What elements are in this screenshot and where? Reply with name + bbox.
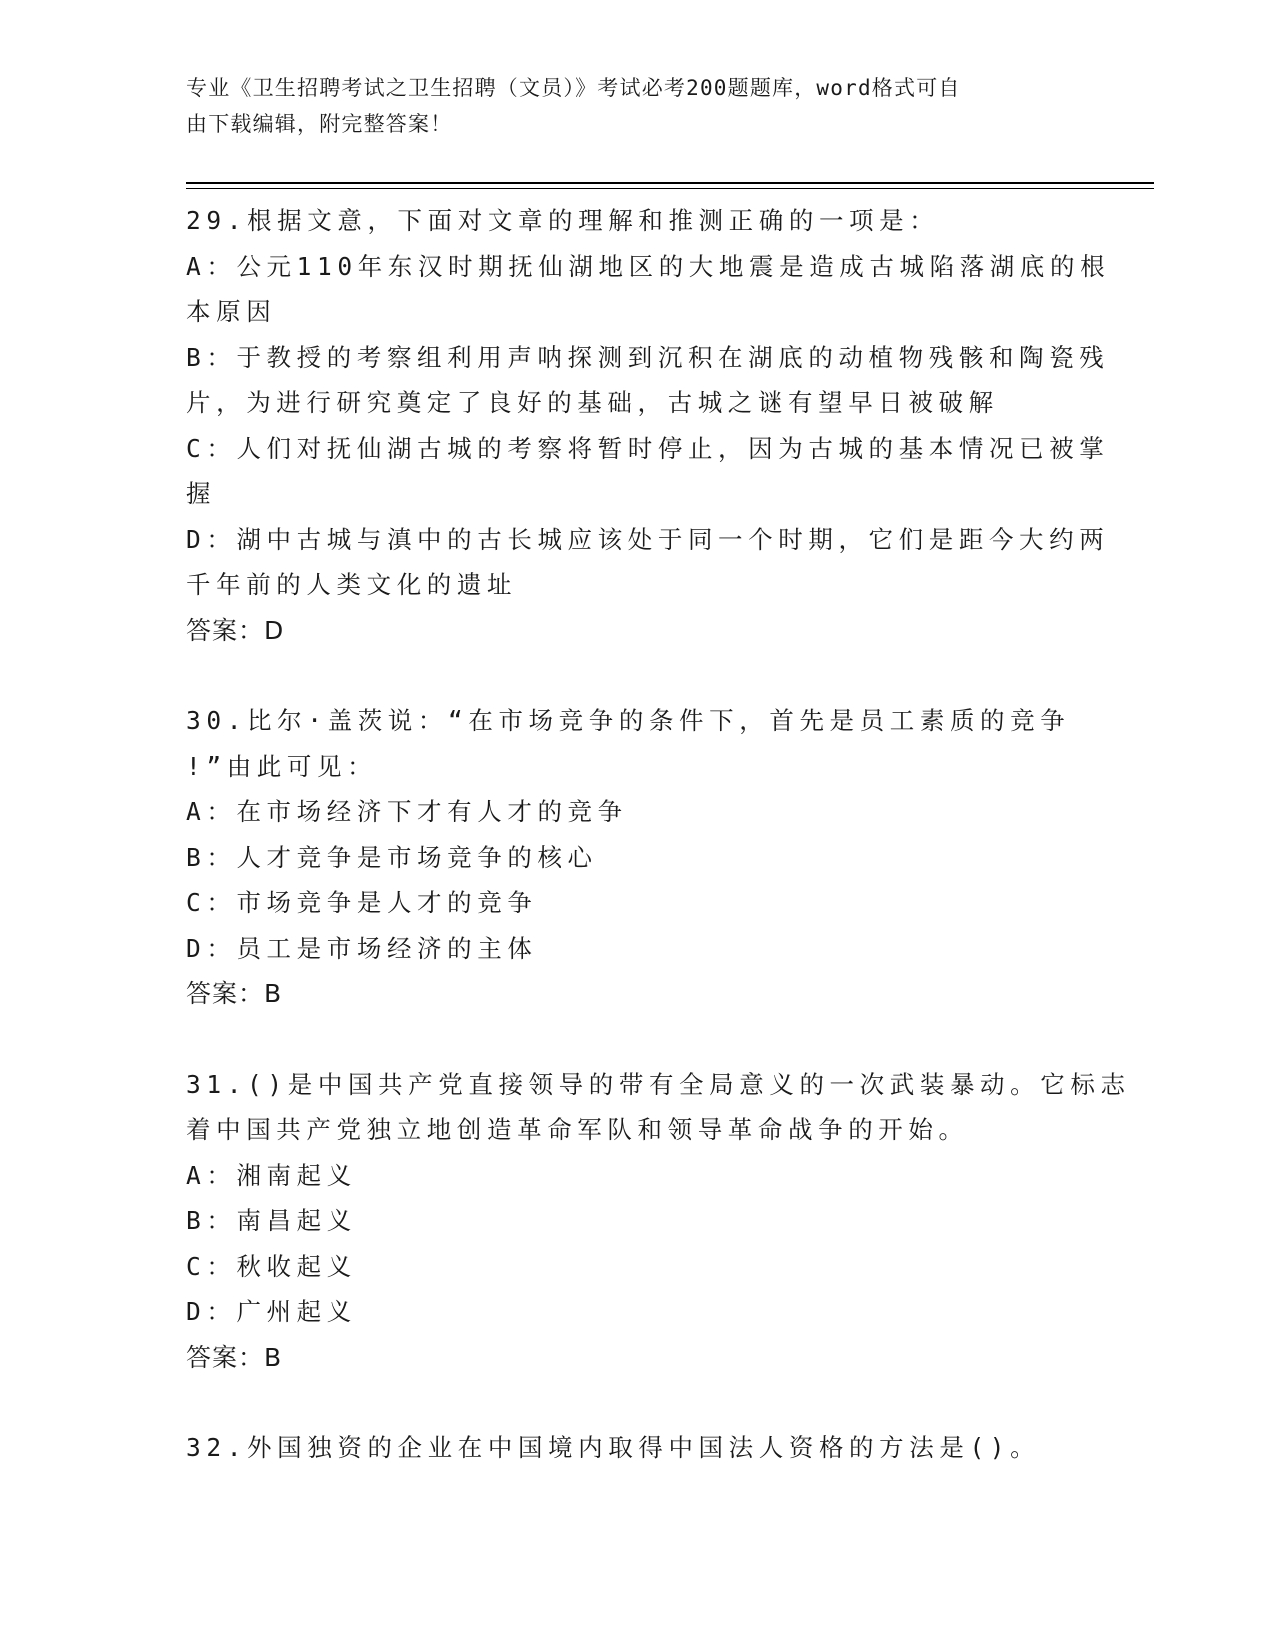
- option-line: D：广州起义: [186, 1297, 357, 1326]
- question-block: [186, 698, 1086, 1017]
- option-line: A：公元110年东汉时期抚仙湖地区的大地震是造成古城陷落湖底的根: [186, 251, 1111, 281]
- answer-line: 答案：B: [186, 979, 283, 1008]
- question-line: 30.比尔·盖茨说：“在市场竞争的条件下，首先是员工素质的竞争: [186, 706, 1071, 735]
- option-line: C：人们对抚仙湖古城的考察将暂时停止，因为古城的基本情况已被掌: [186, 433, 1110, 463]
- question-block: [186, 1062, 1131, 1381]
- option-line: B：南昌起义: [186, 1206, 357, 1235]
- option-line: C：秋收起义: [186, 1251, 357, 1281]
- question-line: 31.()是中国共产党直接领导的带有全局意义的一次武装暴动。它标志: [186, 1069, 1131, 1099]
- document-page: [186, 70, 1146, 1471]
- header-line: 专业《卫生招聘考试之卫生招聘（文员）》考试必考200题题库，word格式可自: [186, 76, 961, 100]
- option-line: 本原因: [186, 297, 277, 326]
- question-line: 29.根据文意，下面对文章的理解和推测正确的一项是：: [186, 206, 940, 235]
- option-line: B：人才竞争是市场竞争的核心: [186, 842, 598, 872]
- question-line: !”由此可见：: [186, 751, 378, 781]
- question-line: 着中国共产党独立地创造革命军队和领导革命战争的开始。: [186, 1115, 969, 1144]
- answer-line: 答案：D: [186, 615, 285, 645]
- document-header: [186, 70, 1066, 142]
- option-line: B：于教授的考察组利用声呐探测到沉积在湖底的动植物残骸和陶瓷残: [186, 342, 1110, 372]
- question-line: 32.外国独资的企业在中国境内取得中国法人资格的方法是()。: [186, 1433, 1041, 1462]
- question-block: [186, 1425, 1086, 1471]
- header-divider: [186, 182, 1154, 189]
- option-line: D：湖中古城与滇中的古长城应该处于同一个时期，它们是距今大约两: [186, 524, 1110, 554]
- option-line: D：员工是市场经济的主体: [186, 933, 538, 963]
- option-line: 千年前的人类文化的遗址: [186, 570, 518, 599]
- header-line: 由下载编辑，附完整答案！: [186, 112, 453, 136]
- answer-line: 答案：B: [186, 1342, 283, 1372]
- option-line: 片，为进行研究奠定了良好的基础，古城之谜有望早日被破解: [186, 388, 999, 417]
- option-line: 握: [186, 479, 217, 508]
- question-block: [186, 198, 1111, 653]
- option-line: A：在市场经济下才有人才的竞争: [186, 797, 628, 826]
- option-line: A：湘南起义: [186, 1160, 357, 1190]
- option-line: C：市场竞争是人才的竞争: [186, 888, 538, 917]
